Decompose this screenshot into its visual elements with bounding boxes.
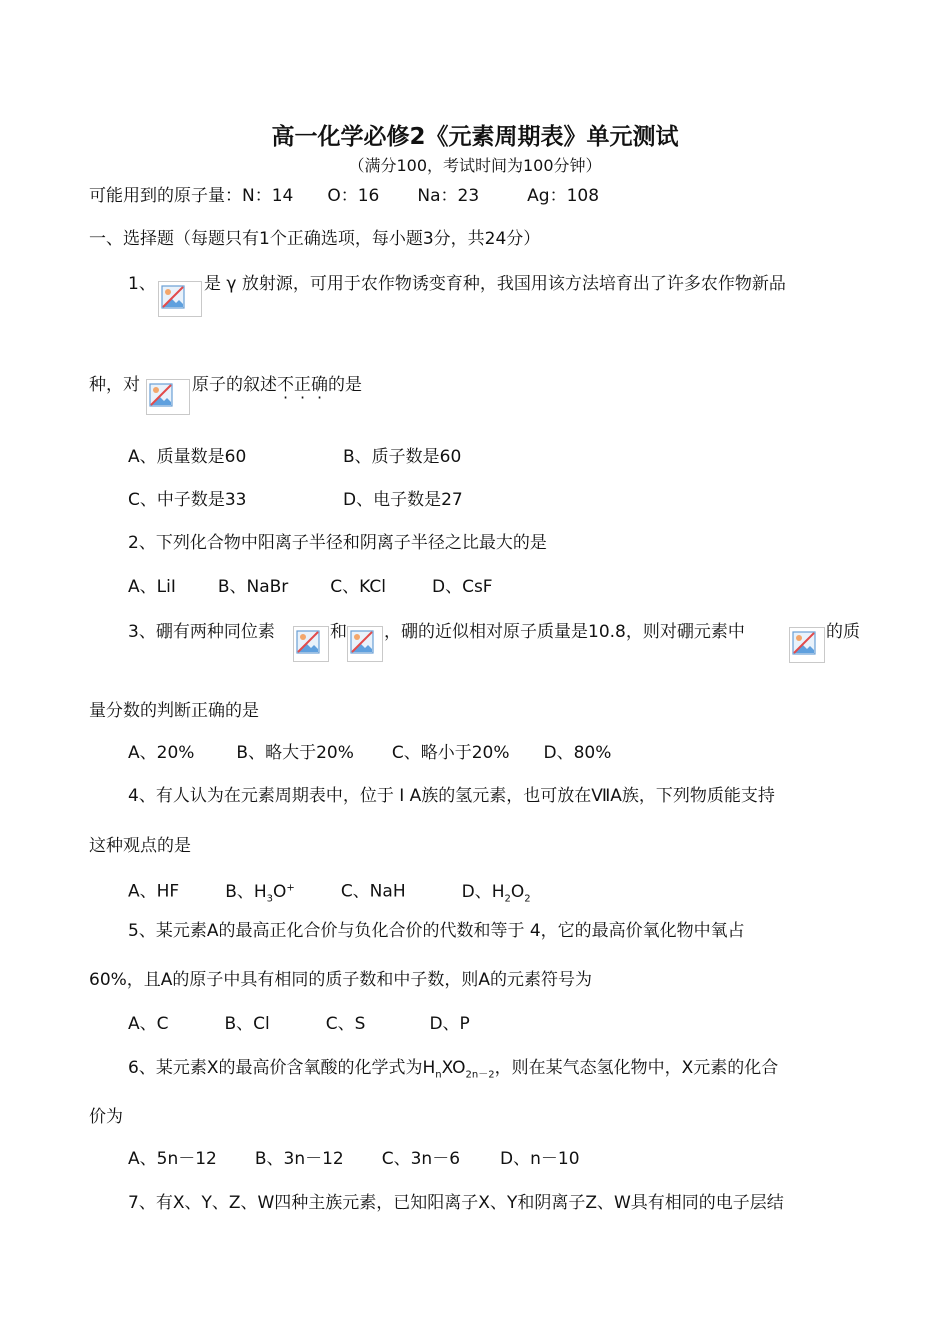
question-6-option-d: D、n－10 <box>500 1149 580 1169</box>
broken-image-icon <box>347 626 383 662</box>
atomic-masses-label: 可能用到的原子量： <box>89 186 242 206</box>
question-3-option-c: C、略小于20% <box>391 743 510 763</box>
question-4-text-b: 这种观点的是 <box>89 836 191 856</box>
question-1-text-a: 是 γ 放射源，可用于农作物诱变育种，我国用该方法培育出了许多农作物新品 <box>204 274 786 294</box>
question-5-option-a: A、C <box>128 1014 169 1034</box>
question-3-text-a2: 和 <box>330 622 347 642</box>
question-1 <box>128 273 156 295</box>
question-2-option-d: D、CsF <box>431 577 493 597</box>
question-1-option-d: D、电子数是27 <box>343 490 463 510</box>
atomic-mass-na: Na：23 <box>417 186 480 206</box>
question-6-option-a: A、5n－12 <box>128 1149 217 1169</box>
question-5-text-b: 60%，且A的原子中具有相同的质子数和中子数，则A的元素符号为 <box>89 970 593 990</box>
section-heading: 一、选择题（每题只有1个正确选项，每小题3分，共24分） <box>89 229 541 249</box>
question-5-option-b: B、Cl <box>224 1014 270 1034</box>
question-1-text-b2: 原子的叙述 <box>192 375 277 395</box>
atomic-mass-ag: Ag：108 <box>527 186 600 206</box>
question-1-text-b <box>192 374 362 396</box>
question-6-text-b: 价为 <box>89 1107 123 1127</box>
broken-image-icon <box>789 627 825 663</box>
question-6-option-b: B、3n－12 <box>254 1149 344 1169</box>
question-5-option-d: D、P <box>429 1014 470 1034</box>
broken-image-icon <box>146 379 190 415</box>
emphasis-char: 正 <box>294 375 311 395</box>
question-2-options <box>128 576 493 598</box>
question-3-option-a: A、20% <box>128 743 195 763</box>
question-2-option-c: C、KCl <box>330 577 386 597</box>
question-6-options <box>128 1148 580 1170</box>
question-5-option-c: C、S <box>325 1014 366 1034</box>
question-6-text-a: 6、某元素X的最高价含氧酸的化学式为$H_nXO_{2n-2}$，则在某气态氢化物中，X元素的化合 <box>128 1058 779 1081</box>
question-3-option-d: D、80% <box>543 743 612 763</box>
atomic-mass-o: O：16 <box>327 186 380 206</box>
question-6-option-c: C、3n－6 <box>381 1149 461 1169</box>
question-7-text-a: 7、有X、Y、Z、W四种主族元素，已知阳离子X、Y和阴离子Z、W具有相同的电子层结 <box>128 1193 784 1213</box>
question-4-options <box>128 877 531 910</box>
question-3-text-a3: ，硼的近似相对原子质量是10.8，则对硼元素中 <box>384 622 745 642</box>
question-1-text-b1: 种，对 <box>89 375 140 395</box>
question-1-option-c: C、中子数是33 <box>128 490 247 510</box>
question-4-option-a: A、HF <box>128 881 180 902</box>
question-4-option-b: B、$H_3O^+$ <box>225 881 295 905</box>
question-3-option-b: B、略大于20% <box>236 743 354 763</box>
question-4-option-c: C、NaH <box>340 881 406 902</box>
page-subtitle: （满分100，考试时间为100分钟） <box>348 156 602 175</box>
question-3-text-a4: 的质 <box>826 622 860 642</box>
question-1-option-b: B、质子数是60 <box>343 447 462 467</box>
question-5-text-a: 5、某元素A的最高正化合价与负化合价的代数和等于 4，它的最高价氧化物中氧占 <box>128 921 745 941</box>
question-2-text: 2、下列化合物中阳离子半径和阴离子半径之比最大的是 <box>128 533 547 553</box>
question-3-text-a1: 3、硼有两种同位素 <box>128 622 275 642</box>
emphasis-char: 确 <box>311 375 328 395</box>
broken-image-icon <box>158 281 202 317</box>
question-1-number: 1、 <box>128 274 156 294</box>
question-3-text-b: 量分数的判断正确的是 <box>89 701 259 721</box>
question-1-option-a: A、质量数是60 <box>128 447 247 467</box>
question-3-options <box>128 742 611 764</box>
question-4-option-d: D、$H_2O_2$ <box>461 881 531 905</box>
question-2-option-a: A、LiI <box>128 577 176 597</box>
question-5-options <box>128 1013 470 1035</box>
broken-image-icon <box>293 626 329 662</box>
question-4-text-a: 4、有人认为在元素周期表中，位于 I A族的氢元素，也可放在ⅦA族，下列物质能支持 <box>128 786 775 806</box>
atomic-mass-n: N：14 <box>242 186 294 206</box>
atomic-masses <box>89 185 599 207</box>
page-title: 高一化学必修2《元素周期表》单元测试 <box>271 124 679 150</box>
question-2-option-b: B、NaBr <box>217 577 289 597</box>
emphasis-char: 不 <box>277 375 294 395</box>
question-1-text-b3: 的是 <box>328 375 362 395</box>
